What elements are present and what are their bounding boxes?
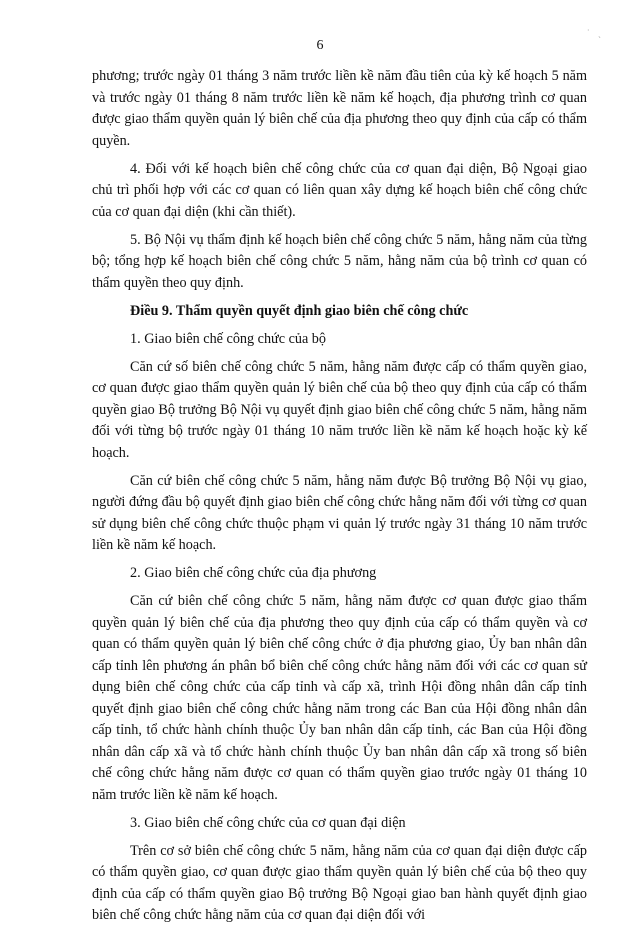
paragraph-clause-4: 4. Đối với kế hoạch biên chế công chức của cơ quan đại diện, Bộ Ngoại giao chủ trì phối hợp với các cơ quan có liên quan xây dựng kế hoạch biên chế công chức của cơ quan đại diện (khi cần thiết). (92, 160, 587, 220)
paragraph: Căn cứ biên chế công chức 5 năm, hằng năm được Bộ trưởng Bộ Nội vụ giao, người đứng đầu bộ quyết định giao biên chế công chức hằng năm đối với từng cơ quan sử dụng biên chế công chức thuộc phạm vi quản lý trước ngày 31 tháng 10 năm trước liền kề năm kế hoạch. (92, 472, 587, 553)
page-number: 6 (316, 38, 324, 53)
subsection-heading-2: 2. Giao biên chế công chức của địa phương (130, 565, 377, 581)
subsection-heading-1: 1. Giao biên chế công chức của bộ (130, 330, 326, 347)
document-body (92, 66, 587, 933)
paragraph-continued: phương; trước ngày 01 tháng 3 năm trước liền kề năm đầu tiên của kỳ kế hoạch 5 năm và trước ngày 01 tháng 8 năm trước liền kề năm kế hoạch, địa phương trình cơ quan được giao thẩm quyền quản lý biên chế của địa phương theo quy định của cấp có thẩm quyền. (92, 68, 587, 149)
scan-artifact-mark: ˙ ˎ (586, 28, 604, 38)
article-heading: Điều 9. Thẩm quyền quyết định giao biên chế công chức (130, 302, 469, 319)
subsection-heading-3: 3. Giao biên chế công chức của cơ quan đại diện (130, 814, 406, 831)
paragraph-clause-5: 5. Bộ Nội vụ thẩm định kế hoạch biên chế công chức 5 năm, hằng năm của từng bộ; tổng hợp kế hoạch biên chế công chức 5 năm, hằng năm của bộ trình cơ quan có thẩm quyền theo quy định. (92, 231, 587, 291)
paragraph: Căn cứ số biên chế công chức 5 năm, hằng năm được cấp có thẩm quyền giao, cơ quan được giao thẩm quyền quản lý biên chế của bộ theo quy định của cấp có thẩm quyền giao Bộ trưởng Bộ Nội vụ quyết định giao biên chế công chức 5 năm, hằng năm đối với từng bộ trước ngày 01 tháng 10 năm trước liền kề năm kế hoạch hoặc kỳ kế hoạch. (92, 358, 587, 461)
paragraph: Trên cơ sở biên chế công chức 5 năm, hằng năm của cơ quan đại diện được cấp có thẩm quyền giao, cơ quan được giao thẩm quyền quản lý biên chế của bộ theo quy định của cấp có thẩm quyền giao Bộ trưởng Bộ Ngoại giao ban hành quyết định giao biên chế công chức hằng năm của cơ quan đại diện đối với (92, 842, 587, 923)
paragraph: Căn cứ biên chế công chức 5 năm, hằng năm được cơ quan được giao thẩm quyền quản lý biên chế của địa phương theo quy định của cấp có thẩm quyền và cơ quan có thẩm quyền quản lý biên chế công chức ở địa phương giao, Ủy ban nhân dân cấp tỉnh lên phương án phân bổ biên chế công chức hằng năm đối với các cơ quan sử dụng biên chế công chức của cấp tỉnh và cấp xã, trình Hội đồng nhân dân cấp tỉnh quyết định giao biên chế công chức hằng năm trong các Ban của Hội đồng nhân dân cấp tỉnh, tổ chức hành chính thuộc Ủy ban nhân dân cấp tỉnh, các Ban của Hội đồng nhân dân cấp xã và tổ chức hành chính thuộc Ủy ban nhân dân cấp xã trong số biên chế công chức hằng năm được cơ quan có thẩm quyền giao trước ngày 01 tháng 10 năm trước liền kề năm kế hoạch. (92, 593, 587, 803)
